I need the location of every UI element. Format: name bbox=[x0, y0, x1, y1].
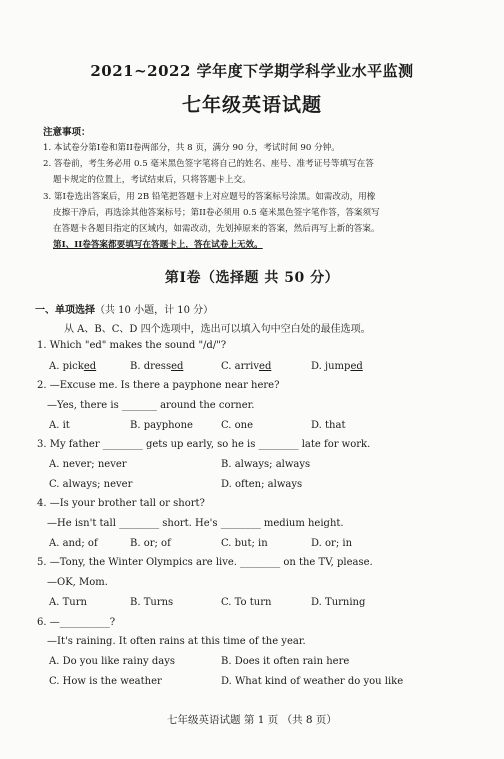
page-footer: 七年级英语试题 第 1 页 （共 8 页） bbox=[167, 714, 337, 726]
q3-option-c: C. always; never bbox=[49, 479, 133, 490]
q5-option-d: D. Turning bbox=[311, 597, 366, 608]
part-detail: （共 10 小题，计 10 分） bbox=[95, 305, 214, 316]
q4-stem: 4. —Is your brother tall or short? bbox=[37, 498, 205, 509]
q4-line2: —He isn't tall ________ short. He's ________ medium height. bbox=[47, 518, 344, 529]
q2-option-d: D. that bbox=[311, 420, 346, 431]
q3-option-b: B. always; always bbox=[221, 459, 311, 470]
part-heading bbox=[35, 301, 213, 316]
q1-option-b: B. dressed bbox=[130, 361, 184, 372]
exam-title: 七年级英语试题 bbox=[181, 94, 322, 116]
q2-option-b: B. payphone bbox=[130, 420, 193, 431]
q3-stem: 3. My father ________ gets up early, so he is ________ late for work. bbox=[37, 439, 371, 450]
q3-option-a: A. never; never bbox=[49, 459, 127, 470]
q5-option-b: B. Turns bbox=[130, 597, 174, 608]
q6-option-d: D. What kind of weather do you like bbox=[221, 676, 404, 687]
q4-option-c: C. but; in bbox=[221, 538, 268, 549]
q1-stem: 1. Which "ed" makes the sound "/d/"? bbox=[37, 340, 227, 351]
section-title: 第I卷（选择题 共 50 分） bbox=[164, 270, 340, 286]
q6-option-c: C. How is the weather bbox=[49, 676, 162, 687]
q2-stem: 2. —Excuse me. Is there a payphone near here? bbox=[37, 380, 280, 391]
q6-line2: —It's raining. It often rains at this time of the year. bbox=[47, 636, 306, 647]
q6-option-b: B. Does it often rain here bbox=[221, 656, 350, 667]
notice-heading: 注意事项： bbox=[43, 127, 91, 138]
q1-option-a: A. picked bbox=[49, 361, 97, 372]
notice-item-2-cont: 题卡规定的位置上，考试结束后，只将答题卡上交。 bbox=[53, 175, 251, 185]
notice-item-1: 1. 本试卷分第I卷和第II卷两部分，共 8 页，满分 90 分，考试时间 90 分钟。 bbox=[43, 143, 340, 153]
exam-subtitle: 2021~2022 学年度下学期学科学业水平监测 bbox=[90, 62, 414, 80]
q4-option-d: D. or; in bbox=[311, 538, 353, 549]
q6-option-a: A. Do you like rainy days bbox=[49, 656, 175, 667]
q5-option-a: A. Turn bbox=[49, 597, 87, 608]
notice-item-3-cont2: 在答题卡各题目指定的区域内，如需改动，先划掉原来的答案，然后再写上新的答案。 bbox=[53, 224, 380, 234]
q5-option-c: C. To turn bbox=[221, 597, 272, 608]
q5-line2: —OK, Mom. bbox=[47, 577, 108, 588]
q4-option-b: B. or; of bbox=[130, 538, 171, 549]
notice-item-2: 2. 答卷前，考生务必用 0.5 毫米黑色签字笔将自己的姓名、座号、准考证号等填写在答 bbox=[43, 159, 374, 169]
q5-stem: 5. —Tony, the Winter Olympics are live. ________ on the TV, please. bbox=[37, 557, 373, 568]
q2-option-a: A. it bbox=[49, 420, 70, 431]
q1-option-c: C. arrived bbox=[221, 361, 272, 372]
notice-item-3-warning: 第I、II卷答案都要填写在答题卡上，答在试卷上无效。 bbox=[53, 240, 263, 250]
q1-option-d: D. jumped bbox=[311, 361, 363, 372]
q3-option-d: D. often; always bbox=[221, 479, 303, 490]
q6-stem: 6. —__________? bbox=[37, 617, 116, 628]
q4-option-a: A. and; of bbox=[49, 538, 98, 549]
part-title: 一、单项选择 bbox=[35, 305, 95, 316]
q2-option-c: C. one bbox=[221, 420, 254, 431]
q2-line2: —Yes, there is _______ around the corner. bbox=[47, 400, 255, 411]
notice-item-3-cont1: 皮擦干净后，再选涂其他答案标号；第II卷必须用 0.5 毫米黑色签字笔作答，答案须写 bbox=[53, 208, 380, 218]
part-instruction: 从 A、B、C、D 四个选项中，选出可以填入句中空白处的最佳选项。 bbox=[64, 324, 371, 335]
notice-item-3: 3. 第I卷选出答案后，用 2B 铅笔把答题卡上对应题号的答案标号涂黑。如需改动，用橡 bbox=[43, 192, 376, 202]
